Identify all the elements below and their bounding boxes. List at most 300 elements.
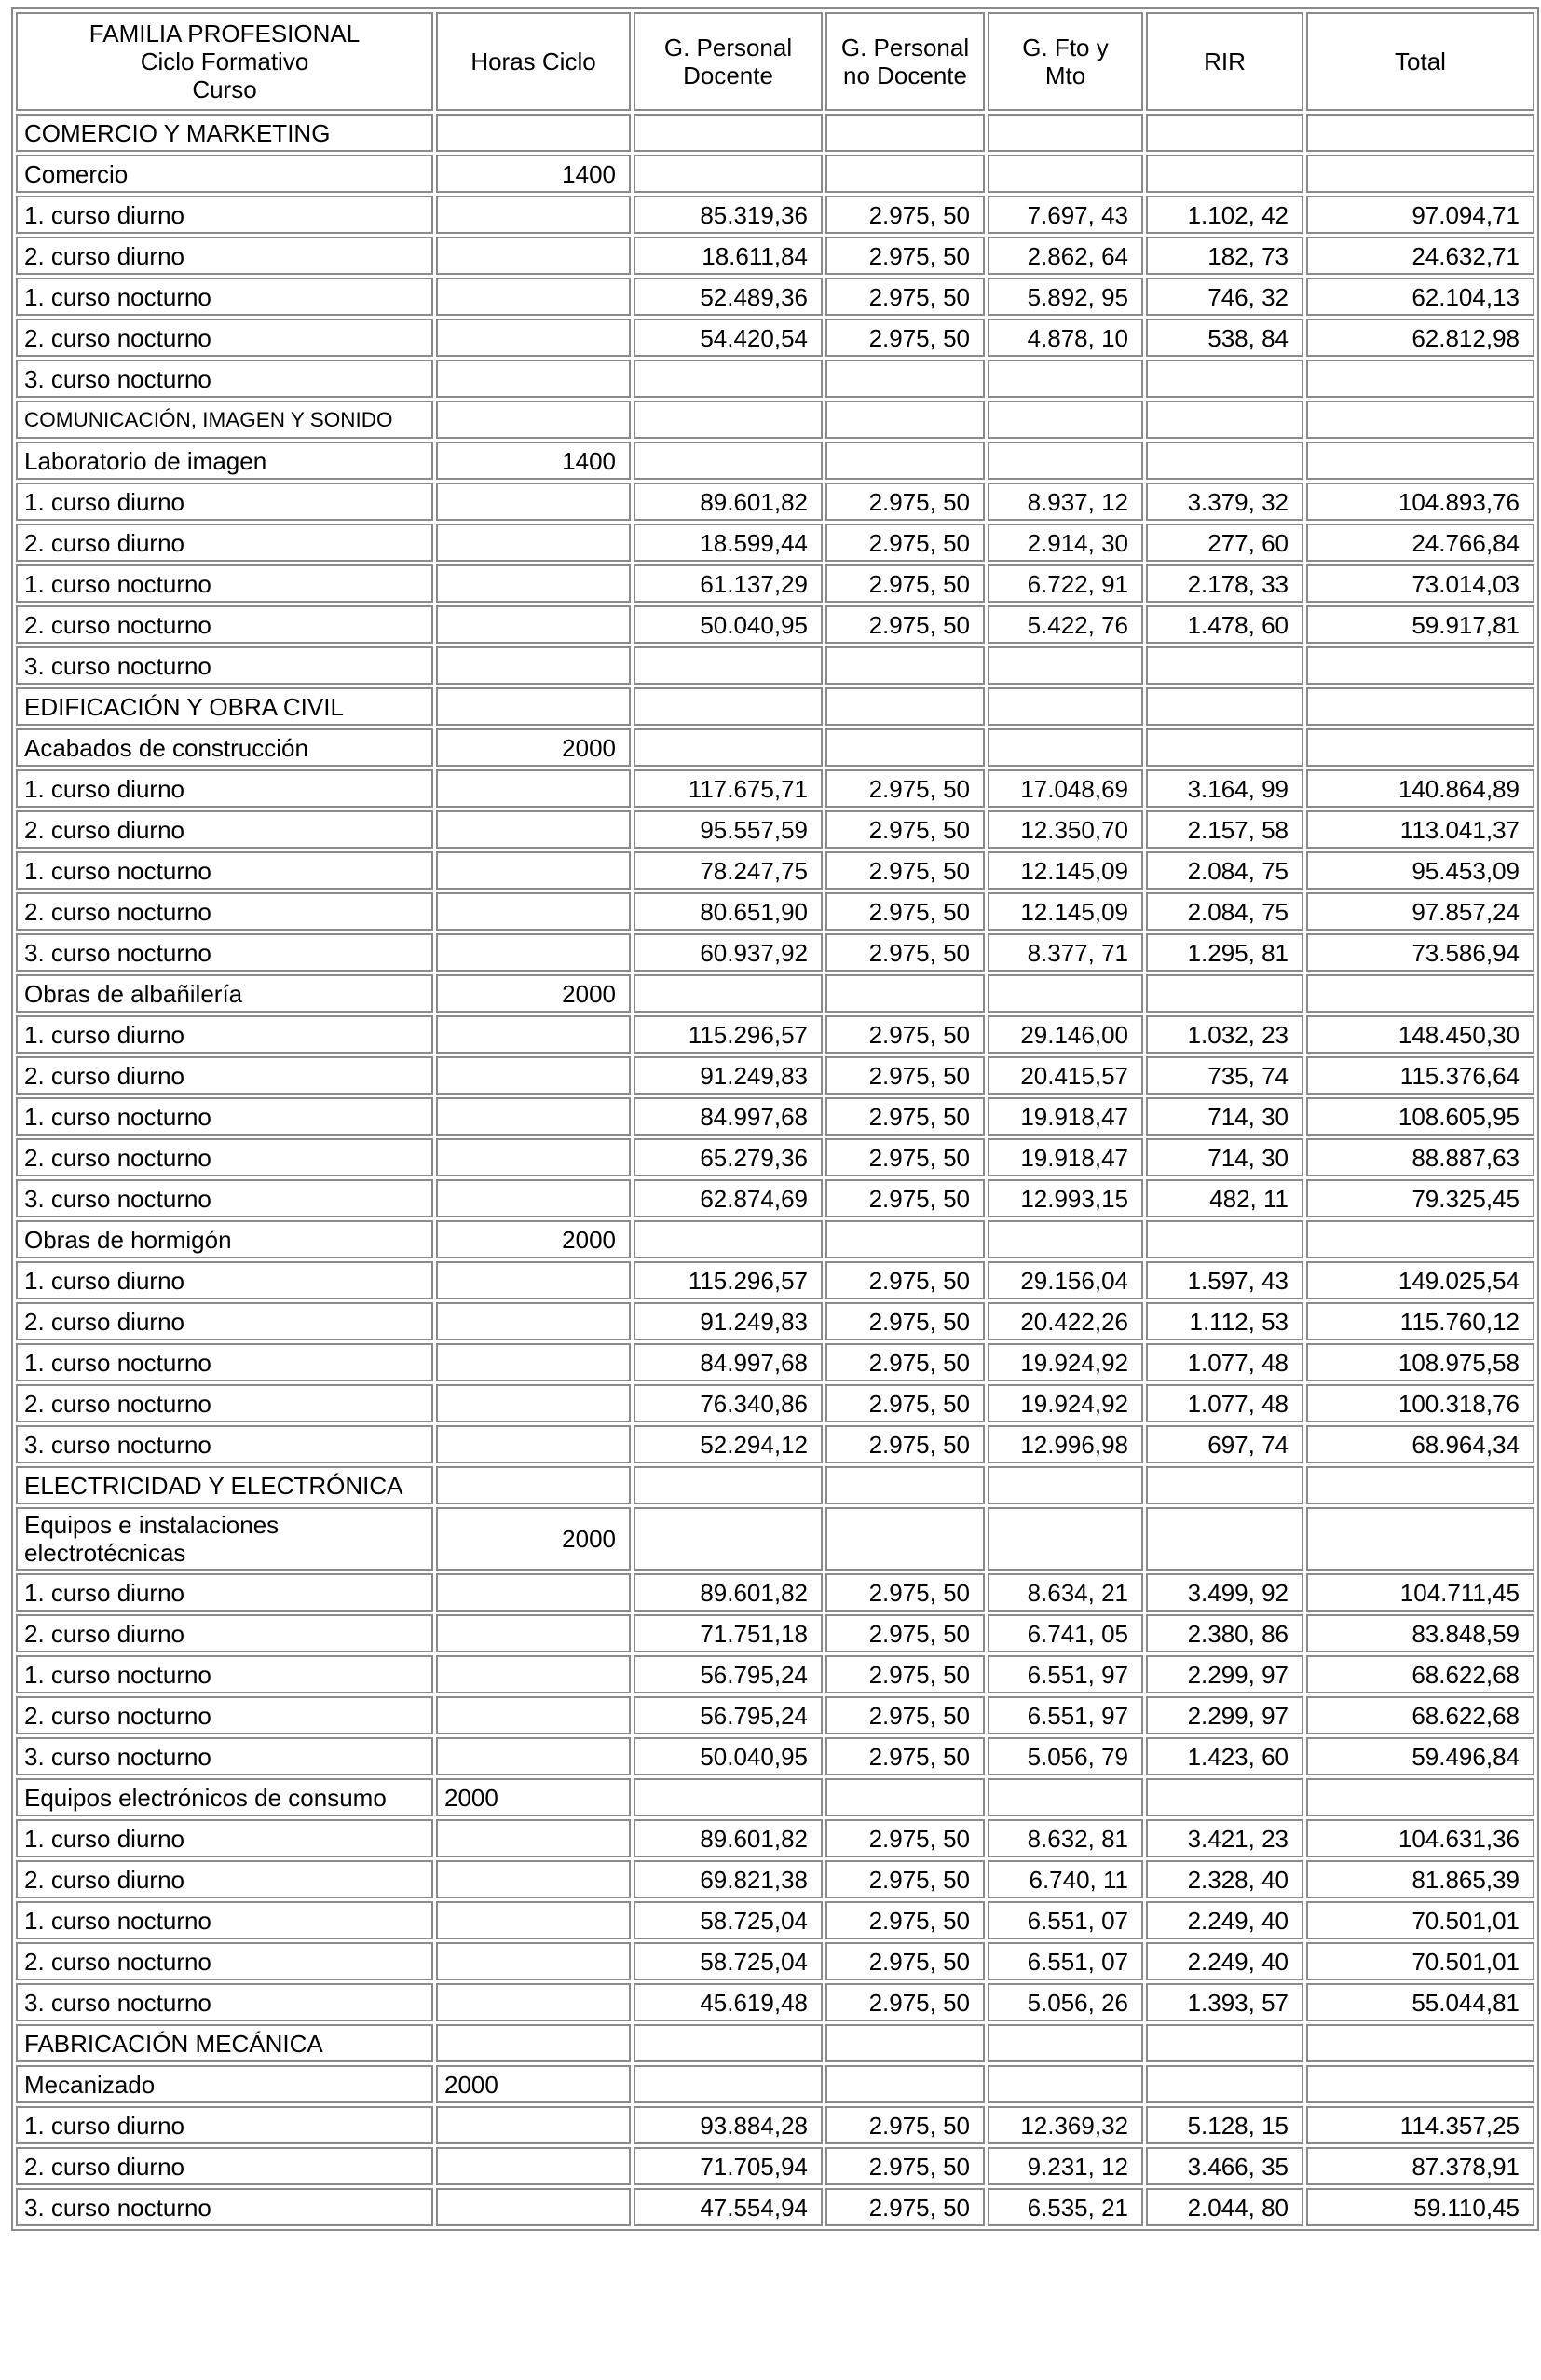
rir-cell: 482, 11 xyxy=(1146,1179,1303,1217)
hours-cell xyxy=(436,851,631,890)
label-cell: 3. curso nocturno xyxy=(16,646,433,685)
hours-cell xyxy=(436,1056,631,1095)
personal-docente-cell: 47.554,94 xyxy=(634,2188,823,2226)
label-cell: COMERCIO Y MARKETING xyxy=(16,114,433,152)
header-horas xyxy=(436,12,631,111)
hours-cell xyxy=(436,1015,631,1054)
total-cell: 81.865,39 xyxy=(1306,1860,1534,1898)
rir-cell: 2.249, 40 xyxy=(1146,1942,1303,1980)
label-cell: Obras de albañilería xyxy=(16,974,433,1013)
personal-no-docente-cell: 2.975, 50 xyxy=(825,810,985,849)
personal-docente-cell: 89.601,82 xyxy=(634,1819,823,1857)
fto-mto-cell: 17.048,69 xyxy=(988,769,1143,808)
total-cell: 83.848,59 xyxy=(1306,1614,1534,1652)
hours-cell xyxy=(436,1614,631,1652)
total-cell: 59.496,84 xyxy=(1306,1737,1534,1775)
fto-mto-cell: 8.632, 81 xyxy=(988,1819,1143,1857)
personal-no-docente-cell: 2.975, 50 xyxy=(825,1015,985,1054)
total-cell: 115.760,12 xyxy=(1306,1302,1534,1340)
personal-no-docente-cell xyxy=(825,2024,985,2062)
rir-cell: 2.249, 40 xyxy=(1146,1901,1303,1939)
personal-docente-cell: 115.296,57 xyxy=(634,1261,823,1299)
table-row xyxy=(16,1343,1534,1381)
hours-cell xyxy=(436,605,631,644)
personal-no-docente-cell: 2.975, 50 xyxy=(825,1056,985,1095)
table-row xyxy=(16,851,1534,890)
personal-docente-cell: 80.651,90 xyxy=(634,892,823,931)
personal-no-docente-cell xyxy=(825,974,985,1013)
personal-docente-cell: 76.340,86 xyxy=(634,1384,823,1422)
fto-mto-cell xyxy=(988,1778,1143,1816)
label-cell: 1. curso diurno xyxy=(16,196,433,234)
total-cell: 95.453,09 xyxy=(1306,851,1534,890)
rir-cell: 1.597, 43 xyxy=(1146,1261,1303,1299)
hours-cell xyxy=(436,1655,631,1693)
table-row xyxy=(16,564,1534,603)
rir-cell xyxy=(1146,114,1303,152)
hours-cell xyxy=(436,1696,631,1734)
table-row xyxy=(16,1384,1534,1422)
hours-cell: 2000 xyxy=(436,1220,631,1258)
personal-no-docente-cell: 2.975, 50 xyxy=(825,1425,985,1463)
header-total xyxy=(1306,12,1534,111)
fto-mto-cell xyxy=(988,974,1143,1013)
rir-cell: 697, 74 xyxy=(1146,1425,1303,1463)
rir-cell: 2.299, 97 xyxy=(1146,1696,1303,1734)
fto-mto-cell: 6.551, 07 xyxy=(988,1901,1143,1939)
label-cell: ELECTRICIDAD Y ELECTRÓNICA xyxy=(16,1466,433,1504)
personal-docente-cell: 45.619,48 xyxy=(634,1983,823,2021)
table-row xyxy=(16,605,1534,644)
table-row xyxy=(16,1983,1534,2021)
label-cell: 2. curso diurno xyxy=(16,524,433,562)
header-total-line: Total xyxy=(1395,48,1446,75)
personal-no-docente-cell: 2.975, 50 xyxy=(825,1138,985,1176)
hours-cell: 2000 xyxy=(436,1778,631,1816)
label-cell: 1. curso diurno xyxy=(16,1015,433,1054)
hours-cell xyxy=(436,564,631,603)
personal-no-docente-cell: 2.975, 50 xyxy=(825,1655,985,1693)
hours-cell xyxy=(436,2147,631,2185)
total-cell xyxy=(1306,687,1534,726)
fto-mto-cell: 8.937, 12 xyxy=(988,483,1143,521)
table-row xyxy=(16,1655,1534,1693)
hours-cell xyxy=(436,237,631,275)
table-row xyxy=(16,360,1534,398)
personal-no-docente-cell xyxy=(825,1778,985,1816)
hours-cell xyxy=(436,1860,631,1898)
table-row xyxy=(16,646,1534,685)
header-fto-mto xyxy=(988,12,1143,111)
rir-cell: 1.478, 60 xyxy=(1146,605,1303,644)
table-row xyxy=(16,1302,1534,1340)
rir-cell: 3.466, 35 xyxy=(1146,2147,1303,2185)
hours-cell: 2000 xyxy=(436,2065,631,2103)
table-row xyxy=(16,1015,1534,1054)
table-row xyxy=(16,1860,1534,1898)
personal-docente-cell: 117.675,71 xyxy=(634,769,823,808)
rir-cell: 2.380, 86 xyxy=(1146,1614,1303,1652)
hours-cell xyxy=(436,1983,631,2021)
fto-mto-cell: 4.878, 10 xyxy=(988,319,1143,357)
personal-docente-cell xyxy=(634,646,823,685)
label-cell: 1. curso diurno xyxy=(16,483,433,521)
rir-cell: 3.164, 99 xyxy=(1146,769,1303,808)
personal-docente-cell: 52.489,36 xyxy=(634,278,823,316)
total-cell: 70.501,01 xyxy=(1306,1942,1534,1980)
label-cell: Acabados de construcción xyxy=(16,728,433,767)
header-rir-line: RIR xyxy=(1204,48,1246,75)
hours-cell xyxy=(436,1573,631,1612)
fto-mto-cell: 2.862, 64 xyxy=(988,237,1143,275)
personal-no-docente-cell xyxy=(825,442,985,480)
total-cell: 62.812,98 xyxy=(1306,319,1534,357)
rir-cell: 2.178, 33 xyxy=(1146,564,1303,603)
label-cell: 1. curso nocturno xyxy=(16,1901,433,1939)
table-row xyxy=(16,1179,1534,1217)
rir-cell: 3.379, 32 xyxy=(1146,483,1303,521)
fto-mto-cell: 8.377, 71 xyxy=(988,933,1143,972)
personal-docente-cell: 50.040,95 xyxy=(634,605,823,644)
label-cell: 1. curso nocturno xyxy=(16,1097,433,1136)
family-row xyxy=(16,401,1534,439)
personal-no-docente-cell xyxy=(825,1220,985,1258)
personal-docente-cell: 115.296,57 xyxy=(634,1015,823,1054)
rir-cell xyxy=(1146,401,1303,439)
personal-no-docente-cell xyxy=(825,646,985,685)
table-row xyxy=(16,483,1534,521)
total-cell: 79.325,45 xyxy=(1306,1179,1534,1217)
total-cell xyxy=(1306,360,1534,398)
personal-docente-cell xyxy=(634,2065,823,2103)
personal-no-docente-cell xyxy=(825,155,985,193)
label-cell: Equipos electrónicos de consumo xyxy=(16,1778,433,1816)
fto-mto-cell: 5.422, 76 xyxy=(988,605,1143,644)
label-cell: EDIFICACIÓN Y OBRA CIVIL xyxy=(16,687,433,726)
fto-mto-cell xyxy=(988,687,1143,726)
personal-no-docente-cell: 2.975, 50 xyxy=(825,524,985,562)
table-row xyxy=(16,1901,1534,1939)
personal-no-docente-cell: 2.975, 50 xyxy=(825,2106,985,2144)
fto-mto-cell: 20.415,57 xyxy=(988,1056,1143,1095)
rir-cell xyxy=(1146,974,1303,1013)
personal-docente-cell xyxy=(634,1466,823,1504)
table-row xyxy=(16,196,1534,234)
total-cell xyxy=(1306,1466,1534,1504)
total-cell: 113.041,37 xyxy=(1306,810,1534,849)
personal-no-docente-cell: 2.975, 50 xyxy=(825,483,985,521)
total-cell: 73.014,03 xyxy=(1306,564,1534,603)
table-row xyxy=(16,237,1534,275)
total-cell: 73.586,94 xyxy=(1306,933,1534,972)
hours-cell: 1400 xyxy=(436,155,631,193)
hours-cell: 2000 xyxy=(436,1507,631,1571)
personal-docente-cell: 58.725,04 xyxy=(634,1901,823,1939)
personal-no-docente-cell: 2.975, 50 xyxy=(825,1302,985,1340)
table-row xyxy=(16,524,1534,562)
total-cell: 104.893,76 xyxy=(1306,483,1534,521)
label-cell: 1. curso diurno xyxy=(16,1261,433,1299)
family-row xyxy=(16,1466,1534,1504)
hours-cell xyxy=(436,278,631,316)
fto-mto-cell: 19.918,47 xyxy=(988,1138,1143,1176)
personal-no-docente-cell: 2.975, 50 xyxy=(825,605,985,644)
label-cell: 2. curso nocturno xyxy=(16,892,433,931)
total-cell: 114.357,25 xyxy=(1306,2106,1534,2144)
rir-cell: 2.157, 58 xyxy=(1146,810,1303,849)
personal-docente-cell: 71.705,94 xyxy=(634,2147,823,2185)
rir-cell: 714, 30 xyxy=(1146,1138,1303,1176)
label-cell: 2. curso diurno xyxy=(16,810,433,849)
total-cell: 68.622,68 xyxy=(1306,1655,1534,1693)
rir-cell: 1.102, 42 xyxy=(1146,196,1303,234)
personal-docente-cell: 56.795,24 xyxy=(634,1655,823,1693)
personal-no-docente-cell: 2.975, 50 xyxy=(825,1179,985,1217)
personal-no-docente-cell: 2.975, 50 xyxy=(825,892,985,931)
rir-cell xyxy=(1146,1507,1303,1571)
personal-docente-cell xyxy=(634,687,823,726)
total-cell: 108.605,95 xyxy=(1306,1097,1534,1136)
label-cell: 1. curso nocturno xyxy=(16,278,433,316)
total-cell: 55.044,81 xyxy=(1306,1983,1534,2021)
header-ciclo-line: Ciclo Formativo xyxy=(140,48,309,75)
personal-no-docente-cell: 2.975, 50 xyxy=(825,196,985,234)
rir-cell: 1.112, 53 xyxy=(1146,1302,1303,1340)
total-cell: 59.917,81 xyxy=(1306,605,1534,644)
total-cell: 68.964,34 xyxy=(1306,1425,1534,1463)
table-row xyxy=(16,278,1534,316)
rir-cell: 2.328, 40 xyxy=(1146,1860,1303,1898)
hours-cell xyxy=(436,933,631,972)
label-cell: 2. curso diurno xyxy=(16,2147,433,2185)
personal-docente-cell: 85.319,36 xyxy=(634,196,823,234)
label-cell: Mecanizado xyxy=(16,2065,433,2103)
label-cell: 1. curso nocturno xyxy=(16,1655,433,1693)
personal-docente-cell: 54.420,54 xyxy=(634,319,823,357)
header-personal-docente-line1: G. Personal xyxy=(663,34,793,61)
table-row xyxy=(16,2106,1534,2144)
hours-cell xyxy=(436,114,631,152)
rir-cell: 1.423, 60 xyxy=(1146,1737,1303,1775)
hours-cell xyxy=(436,483,631,521)
hours-cell xyxy=(436,892,631,931)
family-row xyxy=(16,114,1534,152)
personal-docente-cell: 89.601,82 xyxy=(634,1573,823,1612)
label-cell: 1. curso nocturno xyxy=(16,1343,433,1381)
table-row xyxy=(16,1097,1534,1136)
personal-docente-cell xyxy=(634,114,823,152)
total-cell: 100.318,76 xyxy=(1306,1384,1534,1422)
label-cell: 2. curso diurno xyxy=(16,1302,433,1340)
personal-no-docente-cell: 2.975, 50 xyxy=(825,1860,985,1898)
personal-docente-cell: 62.874,69 xyxy=(634,1179,823,1217)
table-row xyxy=(16,1573,1534,1612)
personal-docente-cell: 52.294,12 xyxy=(634,1425,823,1463)
personal-no-docente-cell: 2.975, 50 xyxy=(825,278,985,316)
rir-cell: 2.299, 97 xyxy=(1146,1655,1303,1693)
hours-cell xyxy=(436,1138,631,1176)
total-cell xyxy=(1306,442,1534,480)
label-cell: 2. curso diurno xyxy=(16,1860,433,1898)
table-row xyxy=(16,1425,1534,1463)
table-body xyxy=(16,114,1534,2226)
personal-docente-cell xyxy=(634,155,823,193)
fto-mto-cell xyxy=(988,401,1143,439)
table-row xyxy=(16,810,1534,849)
fto-mto-cell xyxy=(988,1507,1143,1571)
personal-docente-cell: 91.249,83 xyxy=(634,1302,823,1340)
label-cell: FABRICACIÓN MECÁNICA xyxy=(16,2024,433,2062)
total-cell xyxy=(1306,401,1534,439)
rir-cell xyxy=(1146,2024,1303,2062)
table-row xyxy=(16,1737,1534,1775)
personal-no-docente-cell: 2.975, 50 xyxy=(825,1942,985,1980)
personal-docente-cell: 93.884,28 xyxy=(634,2106,823,2144)
hours-cell xyxy=(436,1261,631,1299)
cycle-row xyxy=(16,1507,1534,1571)
personal-docente-cell xyxy=(634,1220,823,1258)
fto-mto-cell xyxy=(988,360,1143,398)
fto-mto-cell: 6.741, 05 xyxy=(988,1614,1143,1652)
personal-no-docente-cell: 2.975, 50 xyxy=(825,1983,985,2021)
table-row xyxy=(16,1261,1534,1299)
label-cell: 2. curso diurno xyxy=(16,1614,433,1652)
fto-mto-cell: 29.156,04 xyxy=(988,1261,1143,1299)
total-cell xyxy=(1306,974,1534,1013)
hours-cell xyxy=(436,769,631,808)
total-cell: 140.864,89 xyxy=(1306,769,1534,808)
cycle-row xyxy=(16,1220,1534,1258)
personal-no-docente-cell xyxy=(825,360,985,398)
rir-cell xyxy=(1146,442,1303,480)
fto-mto-cell: 29.146,00 xyxy=(988,1015,1143,1054)
rir-cell: 277, 60 xyxy=(1146,524,1303,562)
total-cell: 104.711,45 xyxy=(1306,1573,1534,1612)
total-cell: 97.857,24 xyxy=(1306,892,1534,931)
personal-docente-cell: 60.937,92 xyxy=(634,933,823,972)
fto-mto-cell xyxy=(988,728,1143,767)
label-cell: 3. curso nocturno xyxy=(16,1737,433,1775)
personal-no-docente-cell xyxy=(825,2065,985,2103)
total-cell: 70.501,01 xyxy=(1306,1901,1534,1939)
label-cell: 1. curso diurno xyxy=(16,769,433,808)
hours-cell: 2000 xyxy=(436,728,631,767)
rir-cell: 3.499, 92 xyxy=(1146,1573,1303,1612)
rir-cell: 1.077, 48 xyxy=(1146,1384,1303,1422)
hours-cell xyxy=(436,1343,631,1381)
hours-cell xyxy=(436,810,631,849)
total-cell: 87.378,91 xyxy=(1306,2147,1534,2185)
hours-cell xyxy=(436,646,631,685)
hours-cell xyxy=(436,1819,631,1857)
rir-cell xyxy=(1146,728,1303,767)
total-cell: 97.094,71 xyxy=(1306,196,1534,234)
label-cell: 1. curso diurno xyxy=(16,2106,433,2144)
header-personal-no-docente-line1: G. Personal xyxy=(840,34,970,61)
personal-docente-cell: 61.137,29 xyxy=(634,564,823,603)
label-cell: 2. curso nocturno xyxy=(16,605,433,644)
personal-docente-cell xyxy=(634,442,823,480)
total-cell xyxy=(1306,1220,1534,1258)
personal-docente-cell: 69.821,38 xyxy=(634,1860,823,1898)
hours-cell xyxy=(436,360,631,398)
hours-cell xyxy=(436,1179,631,1217)
fto-mto-cell: 6.551, 07 xyxy=(988,1942,1143,1980)
label-cell: 2. curso nocturno xyxy=(16,1384,433,1422)
fto-mto-cell: 6.722, 91 xyxy=(988,564,1143,603)
rir-cell: 5.128, 15 xyxy=(1146,2106,1303,2144)
header-curso-line: Curso xyxy=(192,75,257,103)
header-fto-mto-line1: G. Fto y xyxy=(1022,34,1109,61)
rir-cell xyxy=(1146,1466,1303,1504)
fto-mto-cell: 5.056, 26 xyxy=(988,1983,1143,2021)
personal-no-docente-cell: 2.975, 50 xyxy=(825,1614,985,1652)
table-row xyxy=(16,1696,1534,1734)
rir-cell: 1.295, 81 xyxy=(1146,933,1303,972)
family-row xyxy=(16,2024,1534,2062)
personal-no-docente-cell: 2.975, 50 xyxy=(825,1819,985,1857)
label-cell: 2. curso nocturno xyxy=(16,1138,433,1176)
budget-table xyxy=(11,7,1539,2231)
table-row xyxy=(16,892,1534,931)
label-cell: 2. curso nocturno xyxy=(16,1942,433,1980)
label-cell: Obras de hormigón xyxy=(16,1220,433,1258)
hours-cell xyxy=(436,2188,631,2226)
total-cell: 88.887,63 xyxy=(1306,1138,1534,1176)
label-cell: 2. curso diurno xyxy=(16,1056,433,1095)
rir-cell: 746, 32 xyxy=(1146,278,1303,316)
personal-no-docente-cell: 2.975, 50 xyxy=(825,769,985,808)
total-cell xyxy=(1306,1507,1534,1571)
rir-cell: 2.084, 75 xyxy=(1146,892,1303,931)
personal-docente-cell: 95.557,59 xyxy=(634,810,823,849)
document-page xyxy=(11,7,1539,2231)
personal-docente-cell: 84.997,68 xyxy=(634,1343,823,1381)
fto-mto-cell: 12.145,09 xyxy=(988,892,1143,931)
cycle-row xyxy=(16,1778,1534,1816)
hours-cell xyxy=(436,319,631,357)
header-fto-mto-line2: Mto xyxy=(1044,61,1086,89)
fto-mto-cell: 12.145,09 xyxy=(988,851,1143,890)
label-cell: COMUNICACIÓN, IMAGEN Y SONIDO xyxy=(16,401,433,439)
personal-docente-cell: 78.247,75 xyxy=(634,851,823,890)
hours-cell xyxy=(436,524,631,562)
fto-mto-cell xyxy=(988,114,1143,152)
fto-mto-cell: 5.056, 79 xyxy=(988,1737,1143,1775)
header-personal-docente-line2: Docente xyxy=(683,61,773,89)
fto-mto-cell xyxy=(988,1466,1143,1504)
personal-no-docente-cell: 2.975, 50 xyxy=(825,2188,985,2226)
rir-cell: 735, 74 xyxy=(1146,1056,1303,1095)
label-cell: 3. curso nocturno xyxy=(16,1983,433,2021)
table-row xyxy=(16,2147,1534,2185)
rir-cell xyxy=(1146,687,1303,726)
fto-mto-cell: 19.918,47 xyxy=(988,1097,1143,1136)
personal-no-docente-cell xyxy=(825,1507,985,1571)
fto-mto-cell xyxy=(988,1220,1143,1258)
table-row xyxy=(16,2188,1534,2226)
total-cell xyxy=(1306,646,1534,685)
label-cell: 3. curso nocturno xyxy=(16,933,433,972)
total-cell: 148.450,30 xyxy=(1306,1015,1534,1054)
fto-mto-cell xyxy=(988,646,1143,685)
fto-mto-cell xyxy=(988,442,1143,480)
personal-docente-cell: 65.279,36 xyxy=(634,1138,823,1176)
personal-no-docente-cell: 2.975, 50 xyxy=(825,1901,985,1939)
personal-docente-cell xyxy=(634,2024,823,2062)
total-cell xyxy=(1306,114,1534,152)
table-row xyxy=(16,1942,1534,1980)
